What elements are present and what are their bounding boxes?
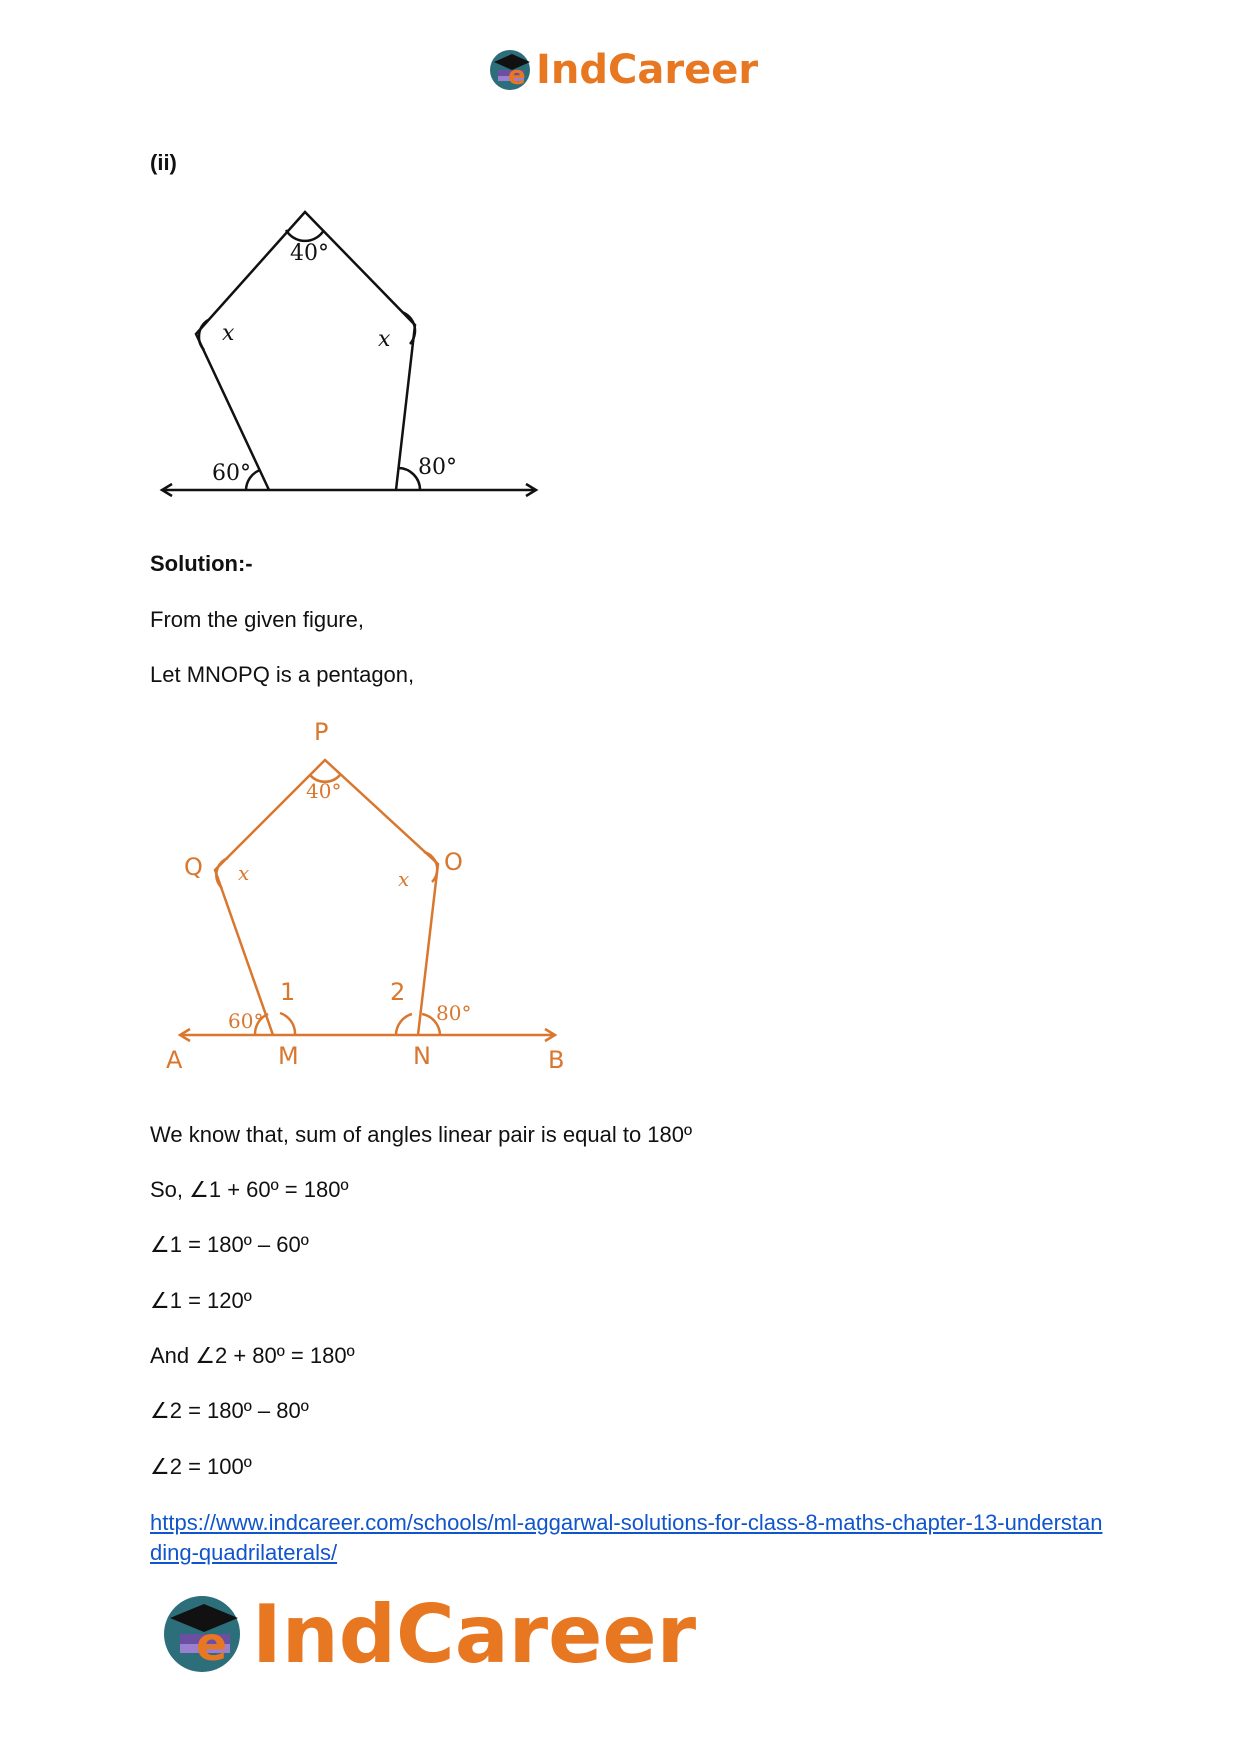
step-line: ∠2 = 100º [150,1454,252,1479]
angle-label-p: 40° [306,779,342,803]
angle-arc-q [216,858,228,888]
angle-label-top: 40° [290,241,329,266]
angle-label-2: 2 [390,978,406,1006]
angle-label-n-ext: 80° [436,1001,472,1025]
angle-label-bottom-right: 80° [418,455,457,480]
logo-text: IndCareer [536,47,759,93]
angle-label-right: x [378,327,391,352]
step-line: So, ∠1 + 60º = 180º [150,1177,349,1202]
step-line: We know that, sum of angles linear pair is equal to 180º [150,1122,693,1147]
angle-arc-left [199,320,208,350]
step-line: ∠2 = 180º – 80º [150,1398,309,1423]
angle-label-1: 1 [280,978,296,1006]
angle-label-o: x [398,867,410,891]
angle-label-m-ext: 60° [228,1009,264,1033]
angle-label-left: x [222,321,235,346]
step-line: And ∠2 + 80º = 180º [150,1343,355,1368]
figure-pentagon-original [150,200,550,520]
vertex-label-o: O [444,848,463,876]
step-line: ∠1 = 180º – 60º [150,1232,309,1257]
figure-pentagon-labelled [150,710,590,1080]
vertex-label-n: N [413,1042,431,1070]
angle-label-bottom-left: 60° [212,461,251,486]
point-label-a: A [166,1046,183,1074]
point-label-b: B [548,1046,565,1074]
indcareer-logo-header [486,40,766,96]
angle-label-q: x [238,861,250,885]
source-link[interactable]: https://www.indcareer.com/schools/ml-aggarwal-solutions-for-class-8-maths-chapter-13-understanding-quadrilaterals/ [150,1510,1103,1565]
svg-text:e: e [508,61,526,91]
graduation-cap-icon [490,50,530,91]
indcareer-logo-footer [160,1580,710,1680]
angle-arc-top [286,230,324,241]
svg-text:e: e [196,1617,228,1671]
solution-heading: Solution:- [150,551,253,576]
logo-text: IndCareer [252,1588,697,1680]
vertex-label-q: Q [184,853,203,881]
angle-arc-bottom-right [398,468,420,490]
vertex-label-m: M [278,1042,299,1070]
angle-arc-1 [280,1013,295,1035]
angle-arc-right [402,312,415,344]
graduation-cap-icon [164,1596,240,1672]
solution-intro-2: Let MNOPQ is a pentagon, [150,662,415,687]
step-line: ∠1 = 120º [150,1288,252,1313]
part-label: (ii) [150,150,177,175]
angle-arc-2 [396,1014,412,1035]
angle-arc-o [424,852,437,882]
vertex-label-p: P [314,718,329,746]
solution-intro-1: From the given figure, [150,607,364,632]
